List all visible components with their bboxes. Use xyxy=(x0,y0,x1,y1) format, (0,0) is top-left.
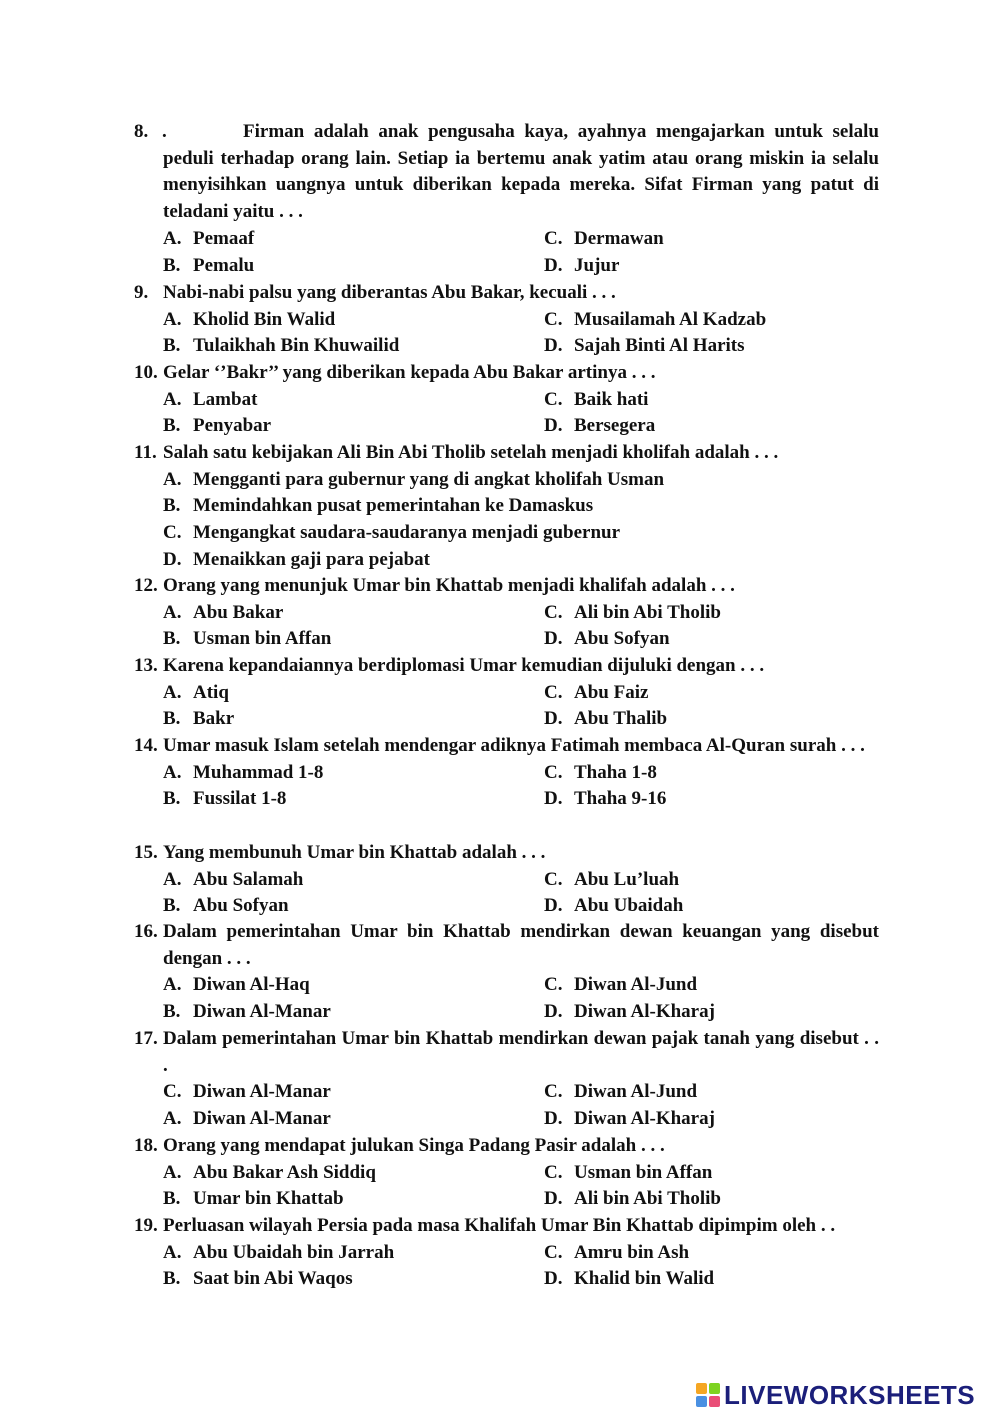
question-number: 13. xyxy=(134,655,158,676)
liveworksheets-logo-icon xyxy=(696,1383,720,1407)
question-number: 12. xyxy=(134,575,158,596)
question-9 xyxy=(134,280,879,360)
question-19 xyxy=(134,1213,879,1293)
option: D. Sajah Binti Al Harits xyxy=(544,335,745,357)
question-number: 18. xyxy=(134,1135,158,1156)
question-number: 11. xyxy=(134,442,157,463)
option: C. Diwan Al-Jund xyxy=(544,974,698,996)
option: B. Penyabar xyxy=(163,415,272,437)
option: C. Amru bin Ash xyxy=(544,1241,690,1263)
question-17 xyxy=(134,1026,879,1133)
option: C. Dermawan xyxy=(544,227,664,249)
question-number: 14. xyxy=(134,735,158,756)
question-18 xyxy=(134,1133,879,1213)
option: B. Saat bin Abi Waqos xyxy=(163,1268,353,1290)
question-number: 17. xyxy=(134,1028,158,1049)
option: C. Mengangkat saudara-saudaranya menjadi gubernur xyxy=(163,522,621,544)
option: C. Thaha 1-8 xyxy=(544,761,657,783)
question-text: Yang membunuh Umar bin Khattab adalah . . . xyxy=(163,842,546,863)
option: B. Tulaikhah Bin Khuwailid xyxy=(163,335,400,357)
option: A. Diwan Al-Haq xyxy=(163,974,310,996)
option: C. Diwan Al-Manar xyxy=(163,1081,331,1103)
option: D. Jujur xyxy=(544,254,620,276)
option: B. Usman bin Affan xyxy=(163,628,332,650)
question-11 xyxy=(134,440,879,573)
option: C. Abu Lu’luah xyxy=(544,868,680,890)
question-text: Karena kepandaiannya berdiplomasi Umar kemudian dijuluki dengan . . . xyxy=(163,655,765,676)
question-text: Firman adalah anak pengusaha kaya, ayahnya mengajarkan untuk selalu peduli terhadap orang lain. Setiap ia bertemu anak yatim atau orang miskin ia selalu menyisihkan uangnya untuk diberikan kepada mereka. Sifat Firman yang patut di teladani yaitu . . . xyxy=(163,121,879,223)
option: B. Fussilat 1-8 xyxy=(163,788,287,810)
question-number: 15. xyxy=(134,842,158,863)
question-number: 8. xyxy=(134,121,149,142)
question-text: Perluasan wilayah Persia pada masa Khalifah Umar Bin Khattab dipimpim oleh . . xyxy=(163,1215,836,1236)
question-14 xyxy=(134,733,879,813)
option: A. Abu Ubaidah bin Jarrah xyxy=(163,1241,395,1263)
question-number: 19. xyxy=(134,1215,158,1236)
option: A. Atiq xyxy=(163,681,229,703)
option: D. Thaha 9-16 xyxy=(544,788,667,810)
option: C. Baik hati xyxy=(544,388,649,410)
option: D. Ali bin Abi Tholib xyxy=(544,1188,721,1210)
option: B. Abu Sofyan xyxy=(163,895,289,917)
option: D. Abu Thalib xyxy=(544,708,668,730)
option: A. Kholid Bin Walid xyxy=(163,308,336,330)
liveworksheets-watermark xyxy=(696,1378,975,1412)
option: D. Khalid bin Walid xyxy=(544,1268,715,1290)
option: D. Abu Ubaidah xyxy=(544,895,684,917)
option: A. Mengganti para gubernur yang di angkat kholifah Usman xyxy=(163,468,665,490)
question-text: Orang yang mendapat julukan Singa Padang Pasir adalah . . . xyxy=(163,1135,665,1156)
option: D. Diwan Al-Kharaj xyxy=(544,1108,715,1130)
question-number: 16. xyxy=(134,921,158,942)
option: C. Ali bin Abi Tholib xyxy=(544,601,721,623)
question-text: Gelar ‘’Bakr’’ yang diberikan kepada Abu Bakar artinya . . . xyxy=(163,362,656,383)
question-text: Dalam pemerintahan Umar bin Khattab mendirkan dewan pajak tanah yang disebut . . . xyxy=(163,1028,879,1076)
question-marker: . xyxy=(162,121,167,142)
option: D. Menaikkan gaji para pejabat xyxy=(163,548,430,570)
option: B. Bakr xyxy=(163,708,235,730)
option: A. Abu Salamah xyxy=(163,868,304,890)
question-12 xyxy=(134,573,879,653)
question-13 xyxy=(134,653,879,733)
option: A. Lambat xyxy=(163,388,258,410)
option: A. Diwan Al-Manar xyxy=(163,1108,331,1130)
option: B. Memindahkan pusat pemerintahan ke Damaskus xyxy=(163,495,594,517)
option: B. Umar bin Khattab xyxy=(163,1188,344,1210)
option: C. Abu Faiz xyxy=(544,681,649,703)
question-text: Umar masuk Islam setelah mendengar adiknya Fatimah membaca Al-Quran surah . . . xyxy=(163,735,865,756)
question-number: 10. xyxy=(134,362,158,383)
option: C. Usman bin Affan xyxy=(544,1161,713,1183)
question-16 xyxy=(134,919,879,1026)
brand-name: LIVEWORKSHEETS xyxy=(724,1379,976,1410)
option: A. Pemaaf xyxy=(163,227,255,249)
option: D. Diwan Al-Kharaj xyxy=(544,1001,715,1023)
option: A. Abu Bakar Ash Siddiq xyxy=(163,1161,376,1183)
question-15 xyxy=(134,840,879,920)
option: C. Musailamah Al Kadzab xyxy=(544,308,767,330)
question-number: 9. xyxy=(134,282,149,303)
option: A. Abu Bakar xyxy=(163,601,284,623)
question-text: Nabi-nabi palsu yang diberantas Abu Bakar, kecuali . . . xyxy=(163,282,616,303)
option: B. Pemalu xyxy=(163,254,255,276)
option: C. Diwan Al-Jund xyxy=(544,1081,698,1103)
question-text: Orang yang menunjuk Umar bin Khattab menjadi khalifah adalah . . . xyxy=(163,575,735,596)
option: B. Diwan Al-Manar xyxy=(163,1001,331,1023)
question-8 xyxy=(134,119,879,279)
question-text: Salah satu kebijakan Ali Bin Abi Tholib setelah menjadi kholifah adalah . . . xyxy=(163,442,779,463)
option: D. Bersegera xyxy=(544,415,656,437)
option: D. Abu Sofyan xyxy=(544,628,670,650)
question-10 xyxy=(134,360,879,440)
question-text: Dalam pemerintahan Umar bin Khattab mendirkan dewan keuangan yang disebut dengan . . . xyxy=(163,921,879,969)
option: A. Muhammad 1-8 xyxy=(163,761,324,783)
